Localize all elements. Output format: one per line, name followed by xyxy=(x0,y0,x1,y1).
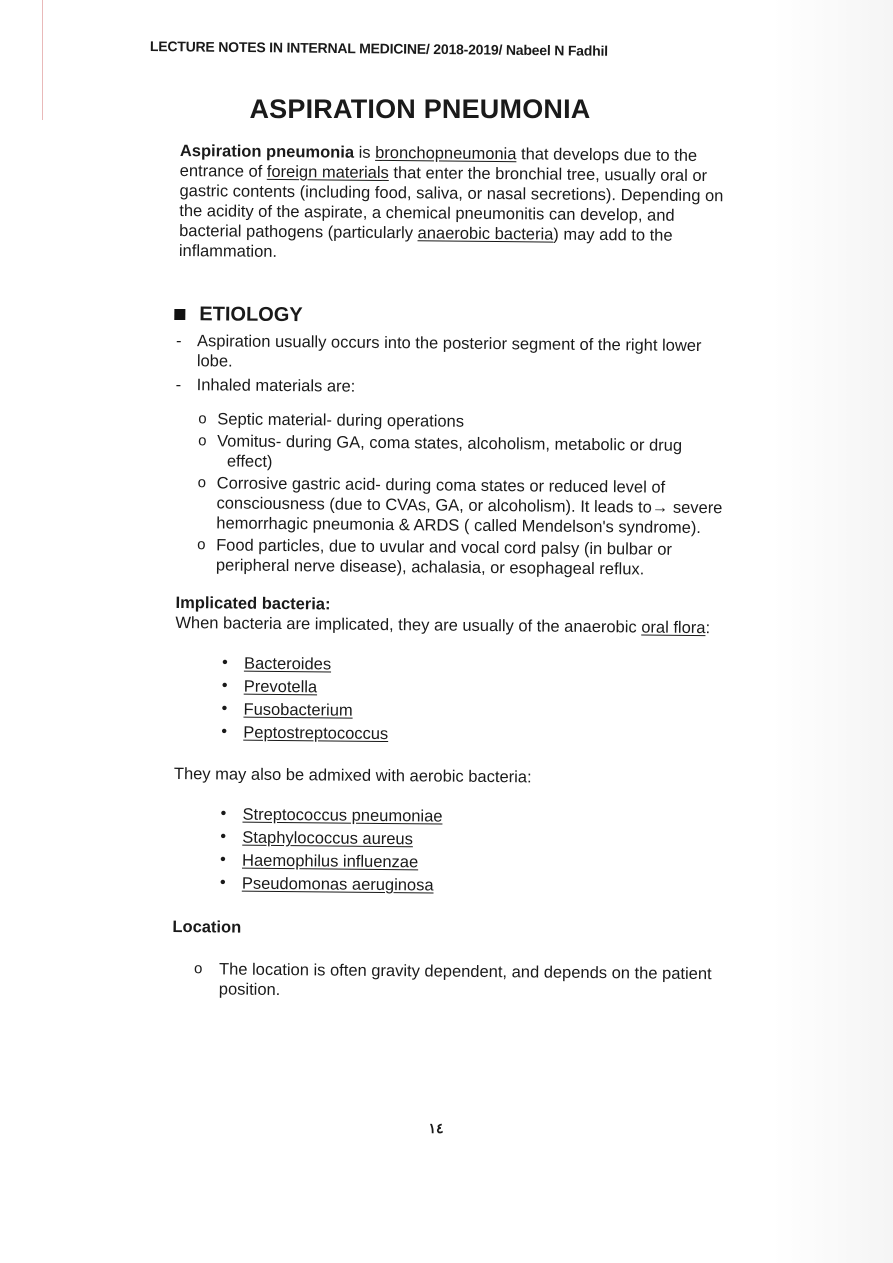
material-food: Food particles, due to uvular and vocal cord palsy (in bulbar or peripheral nerve disease), achalasia, or esophageal reflux. xyxy=(215,536,673,579)
list-item xyxy=(220,827,733,852)
content-body xyxy=(172,141,740,1004)
list-item xyxy=(222,653,735,678)
dot-bullet-icon: • xyxy=(219,873,226,892)
page-number: ١٤ xyxy=(428,1120,444,1136)
page-title: ASPIRATION PNEUMONIA xyxy=(249,94,591,124)
list-item xyxy=(220,850,733,875)
dot-bullet-icon: • xyxy=(220,827,227,846)
material-vomitus: Vomitus- during GA, coma states, alcoholism, metabolic or drug xyxy=(217,432,683,455)
circle-bullet-icon: o xyxy=(198,432,207,450)
etiology-heading xyxy=(174,301,738,332)
etiology-point: - Aspiration usually occurs into the posterior segment of the right lower lobe. xyxy=(176,331,738,376)
dot-bullet-icon: • xyxy=(220,804,227,823)
etiology-point: - Inhaled materials are: xyxy=(176,375,738,400)
bacterium-name: Staphylococcus aureus xyxy=(242,828,414,849)
material-vomitus-cont: effect) xyxy=(226,452,273,471)
location-text: The location is often gravity dependent, and depends on the patient position. xyxy=(218,960,712,1000)
bacteria-intro-text: When bacteria are implicated, they are usually of the anaerobic xyxy=(175,613,642,637)
location-heading: Location xyxy=(172,917,242,937)
material-item xyxy=(197,473,737,538)
bacterium-name: Haemophilus influenzae xyxy=(242,851,419,872)
material-item xyxy=(198,409,737,434)
aerobic-bacteria-list xyxy=(220,804,734,898)
link-oral-flora: oral flora xyxy=(641,618,706,638)
dot-bullet-icon: • xyxy=(221,676,228,695)
bacterium-name: Bacteroides xyxy=(243,654,332,674)
bacterium-name: Streptococcus pneumoniae xyxy=(242,805,443,826)
link-anaerobic-bacteria: anaerobic bacteria xyxy=(417,224,554,244)
material-septic: Septic material- during operations xyxy=(217,410,465,431)
list-item xyxy=(221,699,734,724)
bacterium-name: Fusobacterium xyxy=(243,700,353,720)
list-item xyxy=(221,722,734,747)
bacteria-intro-end: : xyxy=(705,619,711,638)
running-header: LECTURE NOTES IN INTERNAL MEDICINE/ 2018-2019/ Nabeel N Fadhil xyxy=(149,38,608,59)
list-item xyxy=(220,804,733,829)
material-item xyxy=(197,535,736,580)
inhaled-materials-list xyxy=(197,409,738,580)
list-item xyxy=(220,873,733,898)
link-foreign-materials: foreign materials xyxy=(266,162,389,183)
bacterium-name: Prevotella xyxy=(243,677,318,697)
dot-bullet-icon: • xyxy=(220,850,226,869)
material-item xyxy=(198,431,737,476)
dot-bullet-icon: • xyxy=(221,699,228,718)
etiology-heading-text: ETIOLOGY xyxy=(199,303,303,327)
material-corrosive: Corrosive gastric acid- during coma states or reduced level of consciousness (due to CVAs, GA, or alcoholism). It leads to→ severe hemorrhagic pneumonia & ARDS ( called Mendelson's syndrome). xyxy=(216,474,723,538)
intro-text-1: is xyxy=(353,143,376,162)
location-list xyxy=(194,959,732,1004)
square-bullet-icon xyxy=(174,308,185,319)
circle-bullet-icon: o xyxy=(193,960,203,978)
intro-paragraph xyxy=(179,141,728,266)
implicated-bacteria-heading: Implicated bacteria: xyxy=(175,593,331,614)
dot-bullet-icon: • xyxy=(221,722,228,741)
circle-bullet-icon: o xyxy=(197,536,206,554)
intro-term: Aspiration pneumonia xyxy=(179,141,355,162)
intro-text-4: ) may add to the inflammation. xyxy=(178,225,673,261)
bacteria-intro xyxy=(175,613,735,638)
scan-shadow xyxy=(773,0,893,1263)
etiology-points xyxy=(176,331,739,400)
aerobic-intro: They may also be admixed with aerobic bacteria: xyxy=(173,764,532,787)
bacterium-name: Peptostreptococcus xyxy=(243,723,389,744)
intro-text-3: that enter the bronchial tree, usually oral or gastric contents (including food, saliva, or nasal secretions). Depending on the acidity of the aspirate, a chemical pneumonitis can develop, and bacterial pathogens (particularly xyxy=(179,164,724,243)
list-item xyxy=(222,676,735,701)
circle-bullet-icon: o xyxy=(198,410,207,428)
dot-bullet-icon: • xyxy=(221,653,228,672)
bacterium-name: Pseudomonas aeruginosa xyxy=(241,874,434,895)
circle-bullet-icon: o xyxy=(197,474,207,492)
link-bronchopneumonia: bronchopneumonia xyxy=(375,143,517,164)
intro-text-2: that develops due to the entrance of xyxy=(179,145,698,181)
location-item xyxy=(194,959,732,1004)
anaerobic-bacteria-list xyxy=(221,653,735,747)
